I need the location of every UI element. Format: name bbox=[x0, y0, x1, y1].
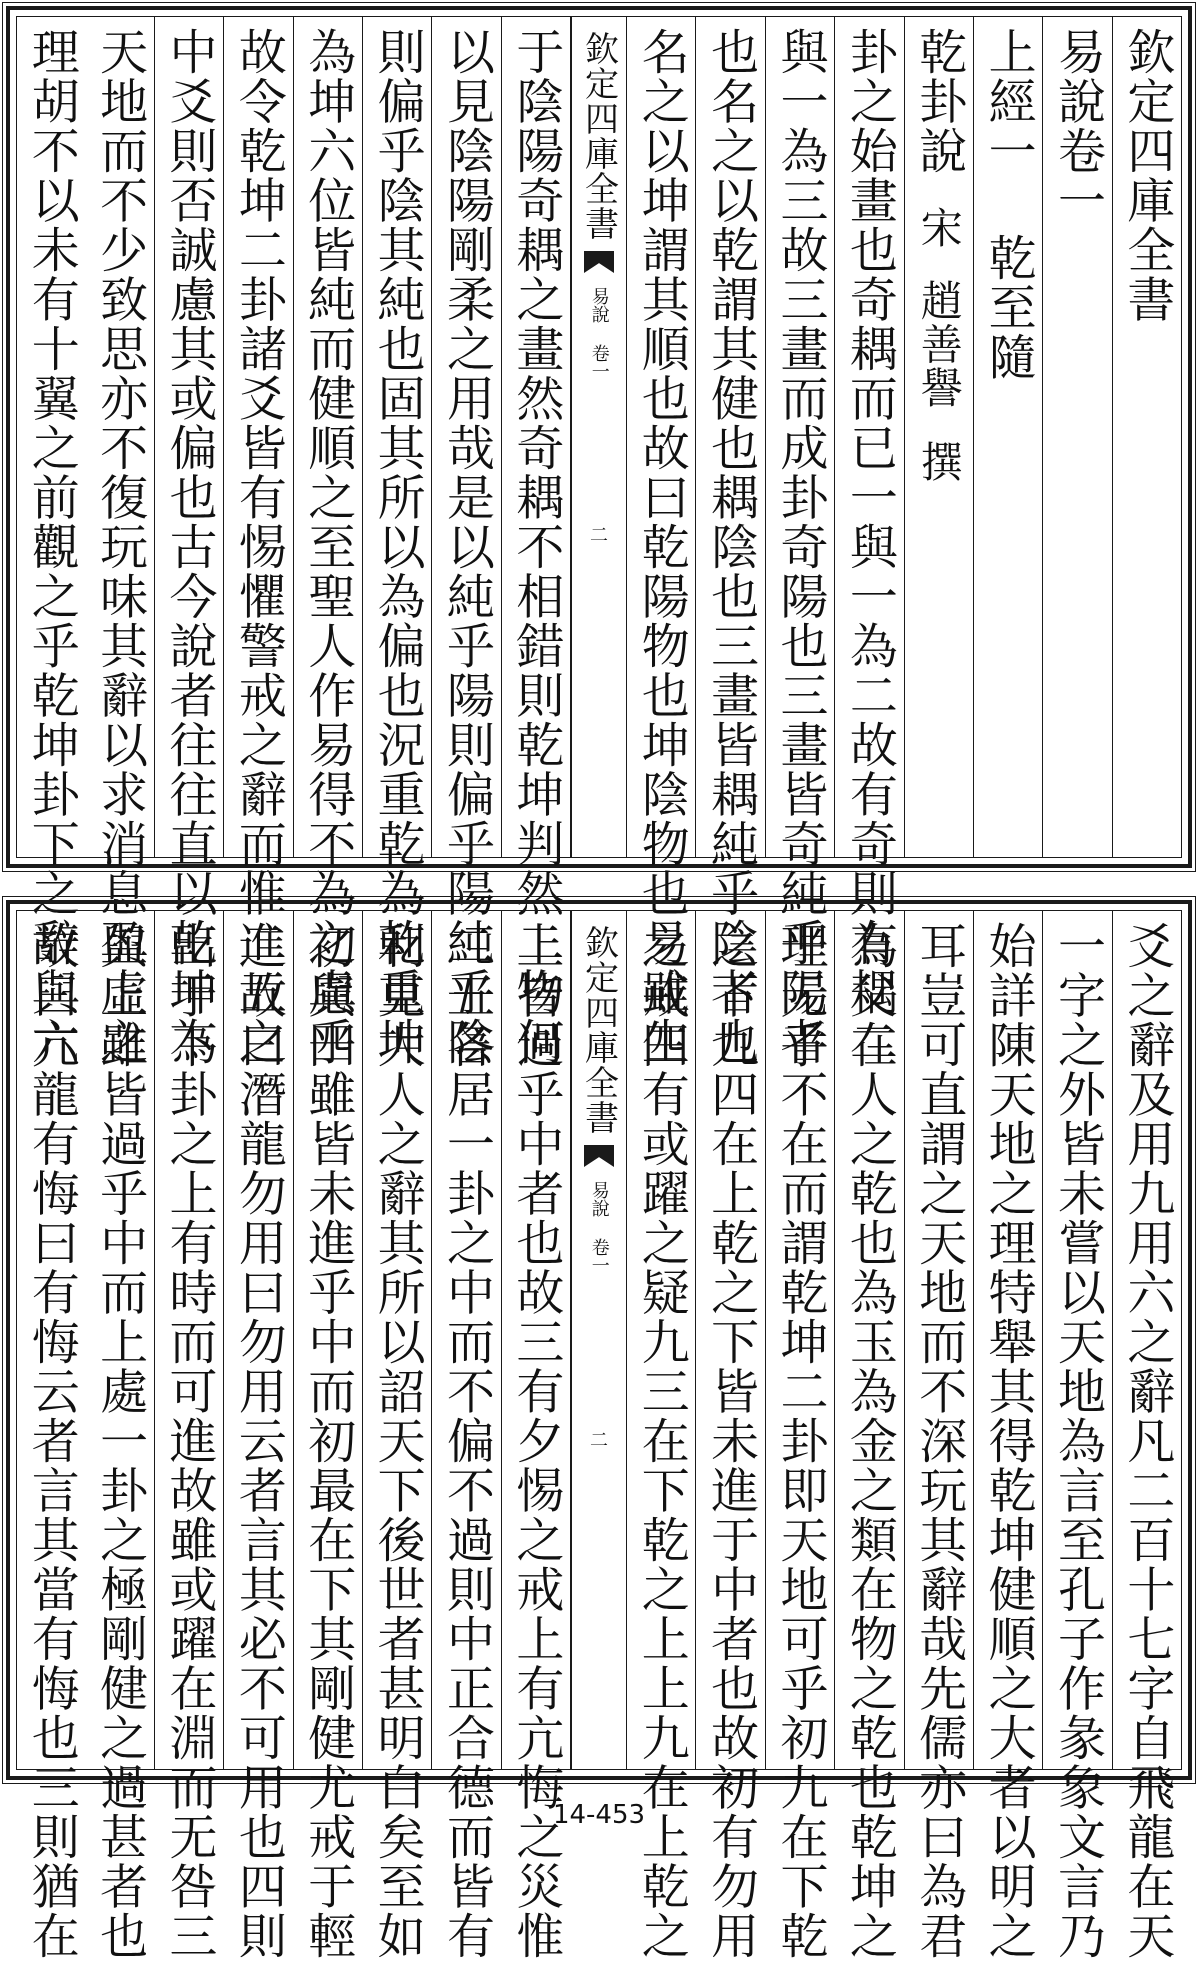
bottom-left-half bbox=[17, 911, 571, 1961]
text-column: 耳豈可直謂之天地而不深玩其辭哉先儒亦曰為君 bbox=[905, 911, 974, 1769]
chapter-title-column: 乾卦說 宋 趙善譽 撰 bbox=[905, 17, 974, 857]
text-column: 天地而不少致思亦不復玩味其辭以求消息盈虛之 bbox=[85, 17, 154, 857]
center-gutter bbox=[571, 17, 627, 857]
text-column: 之下九四在上乾之下皆未進于中者也故初有勿用 bbox=[696, 911, 765, 1769]
text-column: 為坤六位皆純而健順之至聖人作易得不為之慮乎 bbox=[294, 17, 363, 857]
text-column: 為父在人之乾也為玉為金之類在物之乾也乾坤之 bbox=[835, 911, 904, 1769]
text-column: 始詳陳天地之理特舉其得乾坤健順之大者以明之 bbox=[974, 911, 1043, 1769]
text-column: 與一為三故三畫而成卦奇陽也三畫皆奇純乎陽者 bbox=[766, 17, 835, 857]
top-left-half bbox=[17, 17, 571, 1067]
text-column: 爻之辭及用九用六之辭凡二百十七字自飛龍在天 bbox=[1118, 921, 1175, 1961]
page-number-footer: 14-453 bbox=[552, 1800, 646, 1830]
section-column: 上經一 乾至隨 bbox=[974, 17, 1043, 857]
text-column: 卦之始畫也奇耦而已一與一為二故有奇則有耦二 bbox=[835, 17, 904, 857]
text-column: 則偏乎陰其純也固其所以為偏也況重乾為乾重坤 bbox=[363, 17, 432, 857]
text-column: 理胡不以未有十翼之前觀之乎乾坤卦下之辭與六 bbox=[23, 27, 80, 1067]
text-column: 出于下卦之上有時而可進故雖或躍在淵而无咎三 bbox=[155, 911, 224, 1769]
text-column: 與上雖皆過乎中而上處一卦之極剛健之過甚者也 bbox=[85, 911, 154, 1769]
top-page bbox=[6, 6, 1192, 1067]
text-column: 故令乾坤二卦諸爻皆有惕懼警戒之辭而惟二五之 bbox=[224, 17, 293, 857]
gutter-title: 欽定四庫全書 bbox=[578, 31, 619, 241]
gutter-book-label: 易說 卷一 bbox=[588, 287, 610, 380]
text-column: 初與四雖皆未進乎中而初最在下其剛健尤戒于輕 bbox=[294, 911, 363, 1769]
text-column: 中爻則否誠慮其或偏也古今說者往往直以乾坤為 bbox=[155, 17, 224, 857]
volume-title-column: 易說卷一 bbox=[1043, 17, 1112, 857]
gutter-book-label: 易說 卷一 bbox=[588, 1181, 610, 1274]
text-column: 進故曰潛龍勿用曰勿用云者言其必不可用也四則 bbox=[224, 911, 293, 1769]
leaf-number: 二 bbox=[590, 525, 608, 546]
bottom-right-half bbox=[627, 911, 1181, 1961]
top-right-half bbox=[627, 17, 1181, 1067]
text-column: 上皆過乎中者也故三有夕惕之戒上有亢悔之災惟 bbox=[502, 911, 571, 1769]
leaf-number: 二 bbox=[590, 1429, 608, 1451]
text-column: 故曰亢龍有悔曰有悔云者言其當有悔也三則猶在 bbox=[23, 921, 80, 1961]
header-column: 欽定四庫全書 bbox=[1118, 27, 1175, 324]
text-column: 一字之外皆未嘗以天地為言至孔子作彖象文言乃 bbox=[1043, 911, 1112, 1769]
top-page-frame bbox=[16, 16, 1182, 1067]
center-gutter bbox=[571, 911, 627, 1769]
fish-tail-mark-icon bbox=[584, 1145, 614, 1167]
gutter-title: 欽定四庫全書 bbox=[578, 925, 619, 1135]
text-column: 名之以坤謂其順也故曰乾陽物也坤陰物也易雖生 bbox=[627, 17, 696, 857]
text-column: 理无乎不在而謂乾坤二卦即天地可乎初九在下乾 bbox=[766, 911, 835, 1769]
text-column: 也名之以乾謂其健也耦陰也三畫皆耦純乎陰者也 bbox=[696, 17, 765, 857]
text-column: 利見大人之辭其所以詔天下後世者甚明白矣至如 bbox=[363, 911, 432, 1769]
fish-tail-mark-icon bbox=[584, 251, 614, 273]
text-column: 以見陰陽剛柔之用哉是以純乎陽則偏乎陽純乎陰 bbox=[432, 17, 501, 857]
text-column: 之戒四有或躍之疑九三在下乾之上上九在上乾之 bbox=[627, 911, 696, 1769]
text-column: 二五各居一卦之中而不偏不過則中正合德而皆有 bbox=[432, 911, 501, 1769]
text-column: 于陰陽奇耦之畫然奇耦不相錯則乾坤判然二物何 bbox=[502, 17, 571, 857]
author-line: 宋 趙善譽 撰 bbox=[914, 205, 964, 483]
